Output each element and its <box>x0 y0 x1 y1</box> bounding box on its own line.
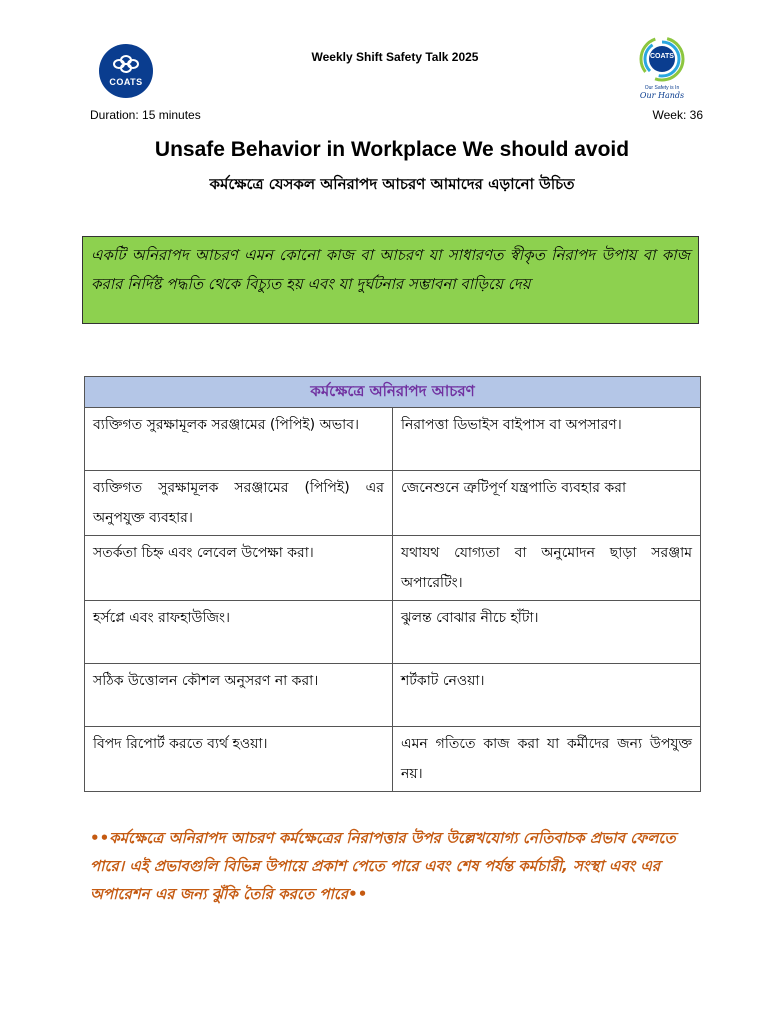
table-row <box>85 601 701 664</box>
header-title: Weekly Shift Safety Talk 2025 <box>311 50 479 64</box>
coats-chain-logo-icon <box>99 44 153 98</box>
table-row <box>85 536 701 601</box>
week-label: Week: 36 <box>652 108 703 122</box>
unsafe-behavior-table <box>84 376 701 792</box>
table-cell: বিপদ রিপোর্ট করতে ব্যর্থ হওয়া। <box>85 727 393 792</box>
table-cell: সঠিক উত্তোলন কৌশল অনুসরণ না করা। <box>85 664 393 727</box>
table-cell: ঝুলন্ত বোঝার নীচে হাঁটা। <box>393 601 701 664</box>
definition-box: একটি অনিরাপদ আচরণ এমন কোনো কাজ বা আচরণ যা সাধারণত স্বীকৃত নিরাপদ উপায় বা কাজ করার নির্দিষ্ট পদ্ধতি থেকে বিচ্যুত হয় এবং যা দুর্ঘটনার সম্ভাবনা বাড়িয়ে দেয় <box>82 236 699 324</box>
table-cell: জেনেশুনে ত্রুটিপূর্ণ যন্ত্রপাতি ব্যবহার করা <box>393 471 701 536</box>
table-row <box>85 471 701 536</box>
table-row <box>85 408 701 471</box>
table-cell: ব্যক্তিগত সুরক্ষামূলক সরঞ্জামের (পিপিই) অভাব। <box>85 408 393 471</box>
page-subtitle: কর্মক্ষেত্রে যেসকল অনিরাপদ আচরণ আমাদের এড়ানো উচিত <box>209 175 575 193</box>
left-logo-text: COATS <box>109 77 143 87</box>
right-logo-tagline-script: Our Hands <box>639 91 685 100</box>
right-logo-tagline: Our Safety is In <box>644 85 680 91</box>
table-header: কর্মক্ষেত্রে অনিরাপদ আচরণ <box>85 377 701 408</box>
table-cell: হর্সপ্লে এবং রাফহাউজিং। <box>85 601 393 664</box>
coats-safety-logo-icon <box>630 34 694 104</box>
page-title: Unsafe Behavior in Workplace We should avoid <box>154 138 630 161</box>
table-cell: এমন গতিতে কাজ করা যা কর্মীদের জন্য উপযুক্ত নয়। <box>393 727 701 792</box>
table-cell: ব্যক্তিগত সুরক্ষামূলক সরঞ্জামের (পিপিই) এর অনুপযুক্ত ব্যবহার। <box>85 471 393 536</box>
duration-label: Duration: 15 minutes <box>90 108 201 122</box>
table-cell: সতর্কতা চিহ্ন এবং লেবেল উপেক্ষা করা। <box>85 536 393 601</box>
table-row <box>85 727 701 792</box>
table-row <box>85 664 701 727</box>
table-cell: নিরাপত্তা ডিভাইস বাইপাস বা অপসারণ। <box>393 408 701 471</box>
table-cell: যথাযথ যোগ্যতা বা অনুমোদন ছাড়া সরঞ্জাম অপারেটিং। <box>393 536 701 601</box>
right-logo-text: COATS <box>650 53 674 60</box>
closing-note: ••কর্মক্ষেত্রে অনিরাপদ আচরণ কর্মক্ষেত্রের নিরাপত্তার উপর উল্লেখযোগ্য নেতিবাচক প্রভাব ফেলতে পারে। এই প্রভাবগুলি বিভিন্ন উপায়ে প্রকাশ পেতে পারে এবং শেষ পর্যন্ত কর্মচারী, সংস্থা এবং এর অপারেশন এর জন্য ঝুঁকি তৈরি করতে পারে•• <box>90 829 676 903</box>
table-cell: শর্টকাট নেওয়া। <box>393 664 701 727</box>
